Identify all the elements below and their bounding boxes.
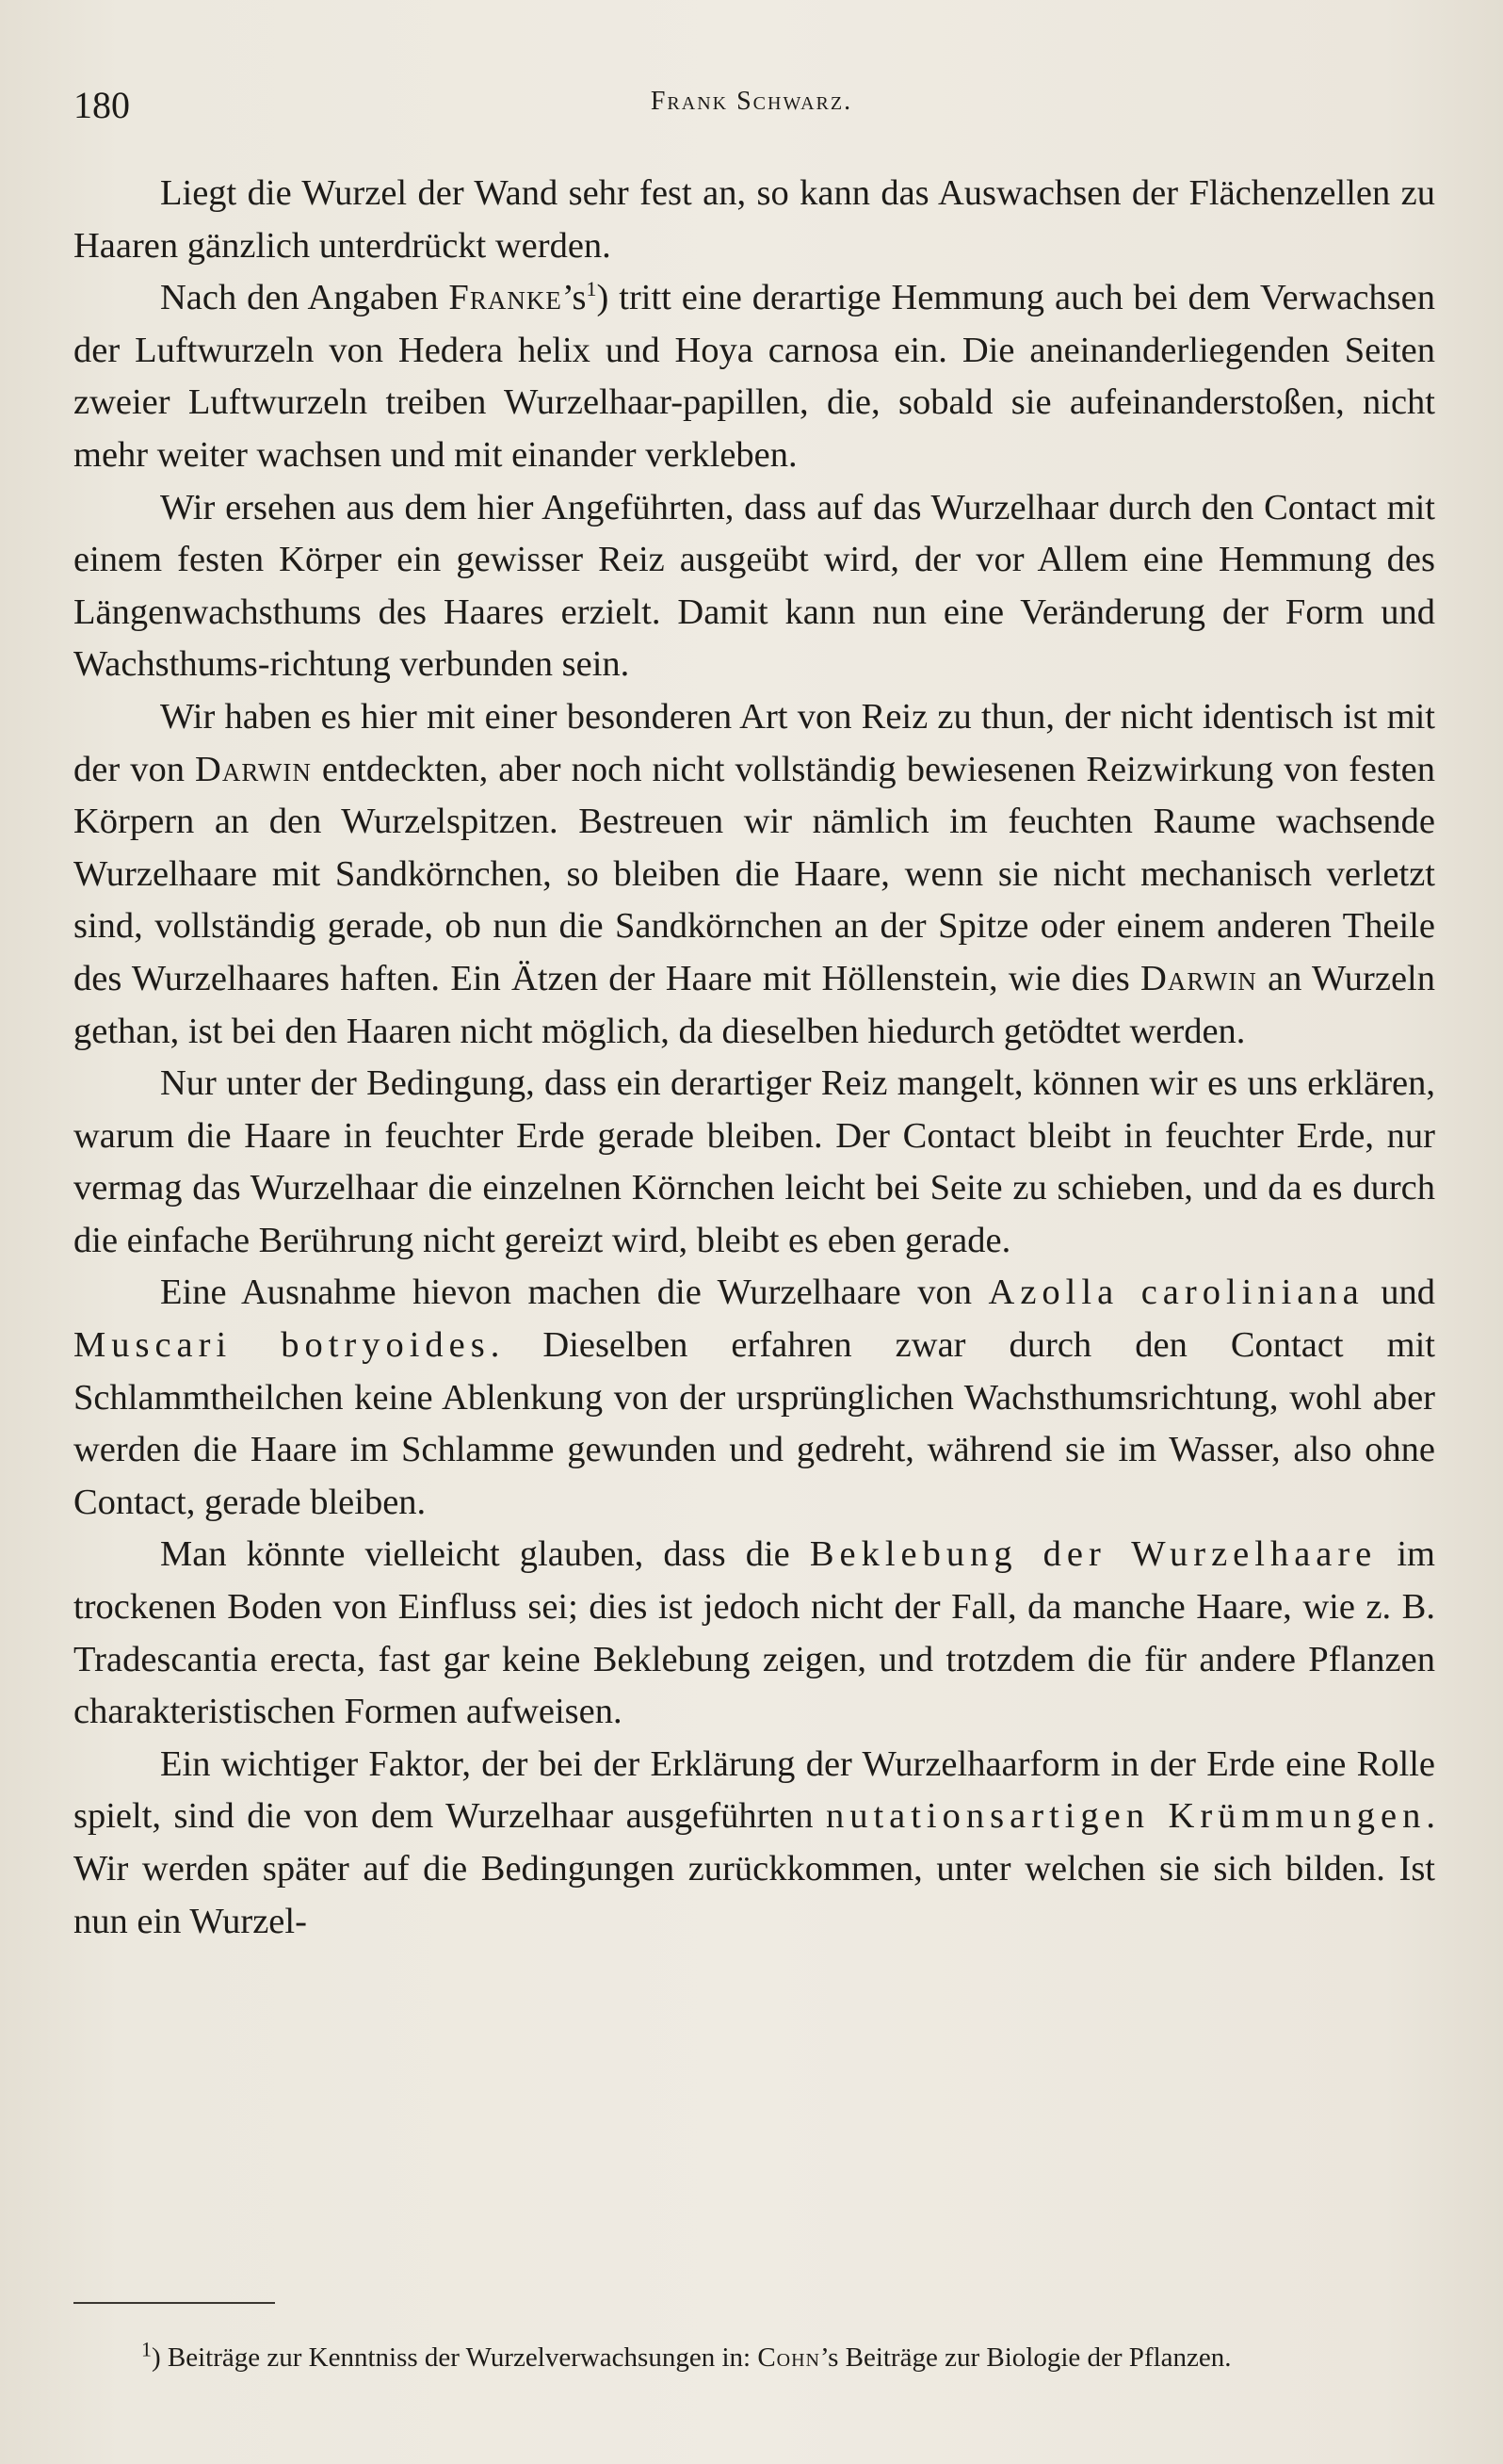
text-span: ) tritt eine derartige Hemmung auch bei dem Verwachsen der Luftwurzeln von Hedera helix und Hoya carnosa ein. Die aneinanderliegenden Seiten zweier Luftwurzeln treiben Wurzelhaar-papillen, die, sobald sie aufeinanderstoßen, nicht mehr weiter wachsen und mit einander verkleben. [73, 278, 1435, 475]
text-span: im trockenen Boden von Einfluss sei; dies ist jedoch nicht der Fall, da manche Haare, wie z. B. Tradescantia erecta, fast gar keine Beklebung zeigen, und trotzdem die für andere Pflanzen charakteristischen Formen aufweisen. [73, 1534, 1435, 1732]
footnote [73, 2338, 1435, 2377]
footnote-text [73, 2338, 1435, 2377]
author-name: Cohn [757, 2342, 821, 2373]
footnote-marker: 1 [141, 2337, 152, 2361]
page-header [73, 83, 1430, 128]
species-name: Azolla caroliniana [988, 1273, 1365, 1313]
author-name: Darwin [195, 749, 312, 789]
emphasis-term: Beklebung der Wurzelhaare [809, 1534, 1378, 1575]
paragraph-8 [73, 1739, 1435, 1948]
emphasis-term: nutationsartigen Krümmungen [825, 1796, 1427, 1837]
footnote-divider [73, 2302, 275, 2304]
species-name: Muscari botryoides [73, 1325, 491, 1366]
text-span: und [1364, 1273, 1436, 1313]
paragraph-1: Liegt die Wurzel der Wand sehr fest an, so kann das Auswachsen der Flächenzellen zu Haaren gänzlich unterdrückt werden. [73, 173, 1435, 266]
text-span: . Dieselben erfahren zwar durch den Contact mit Schlammtheilchen keine Ablenkung von der ursprünglichen Wachsthumsrichtung, wohl aber werden die Haare im Schlamme gewunden und gedreht, während sie im Wasser, also ohne Contact, gerade bleiben. [73, 1325, 1435, 1522]
paragraph-6 [73, 1267, 1435, 1529]
text-span: Eine Ausnahme hievon machen die Wurzelhaare von [160, 1273, 989, 1313]
paragraph-7 [73, 1529, 1435, 1738]
text-span: an Wurzeln gethan, ist bei den Haaren nicht möglich, da dieselben hiedurch getödtet werden. [73, 958, 1435, 1051]
text-span: Ein wichtiger Faktor, der bei der Erklärung der Wurzelhaarform in der Erde eine Rolle spielt, sind die von dem Wurzelhaar ausgeführten [73, 1743, 1435, 1837]
paragraph-5: Nur unter der Bedingung, dass ein derartiger Reiz mangelt, können wir es uns erklären, warum die Haare in feuchter Erde gerade bleiben. Der Contact bleibt in feuchter Erde, nur vermag das Wurzelhaar die einzelnen Körnchen leicht bei Seite zu schieben, und da es durch die einfache Berührung nicht gereizt wird, bleibt es eben gerade. [73, 1063, 1435, 1260]
footnote-ref: 1 [586, 277, 597, 301]
page-number: 180 [73, 84, 130, 126]
text-span: Wir haben es hier mit einer besonderen Art von Reiz zu thun, der nicht identisch ist mit der von [73, 696, 1435, 789]
text-span: Nach den Angaben [160, 278, 449, 318]
text-span: ’s [561, 278, 587, 318]
text-span: Man könnte vielleicht glauben, dass die [160, 1534, 810, 1575]
paragraph-2 [73, 272, 1435, 481]
text-span: ’s Beiträge zur Biologie der Pflanzen. [820, 2342, 1232, 2373]
text-span: ) Beiträge zur Kenntniss der Wurzelverwachsungen in: [152, 2342, 758, 2373]
paragraph-4 [73, 691, 1435, 1058]
author-name: Darwin [1140, 958, 1257, 998]
text-span: . Wir werden später auf die Bedingungen zurückkommen, unter welchen sie sich bilden. Ist nun ein Wurzel- [73, 1796, 1435, 1941]
paragraph-3: Wir ersehen aus dem hier Angeführten, dass auf das Wurzelhaar durch den Contact mit einem festen Körper ein gewisser Reiz ausgeübt wird, der vor Allem eine Hemmung des Längenwachsthums des Haares erzielt. Damit kann nun eine Veränderung der Form und Wachsthums-richtung verbunden sein. [73, 487, 1435, 685]
running-head: Frank Schwarz. [650, 87, 853, 116]
text-span: entdeckten, aber noch nicht vollständig bewiesenen Reizwirkung von festen Körpern an den Wurzelspitzen. Bestreuen wir nämlich im feuchten Raume wachsende Wurzelhaare mit Sandkörnchen, so bleiben die Haare, wenn sie nicht mechanisch verletzt sind, vollständig gerade, ob nun die Sandkörnchen an der Spitze oder einem anderen Theile des Wurzelhaares haften. Ein Ätzen der Haare mit Höllenstein, wie dies [73, 749, 1435, 998]
body-text [73, 168, 1435, 1948]
author-name: Franke [448, 278, 562, 318]
